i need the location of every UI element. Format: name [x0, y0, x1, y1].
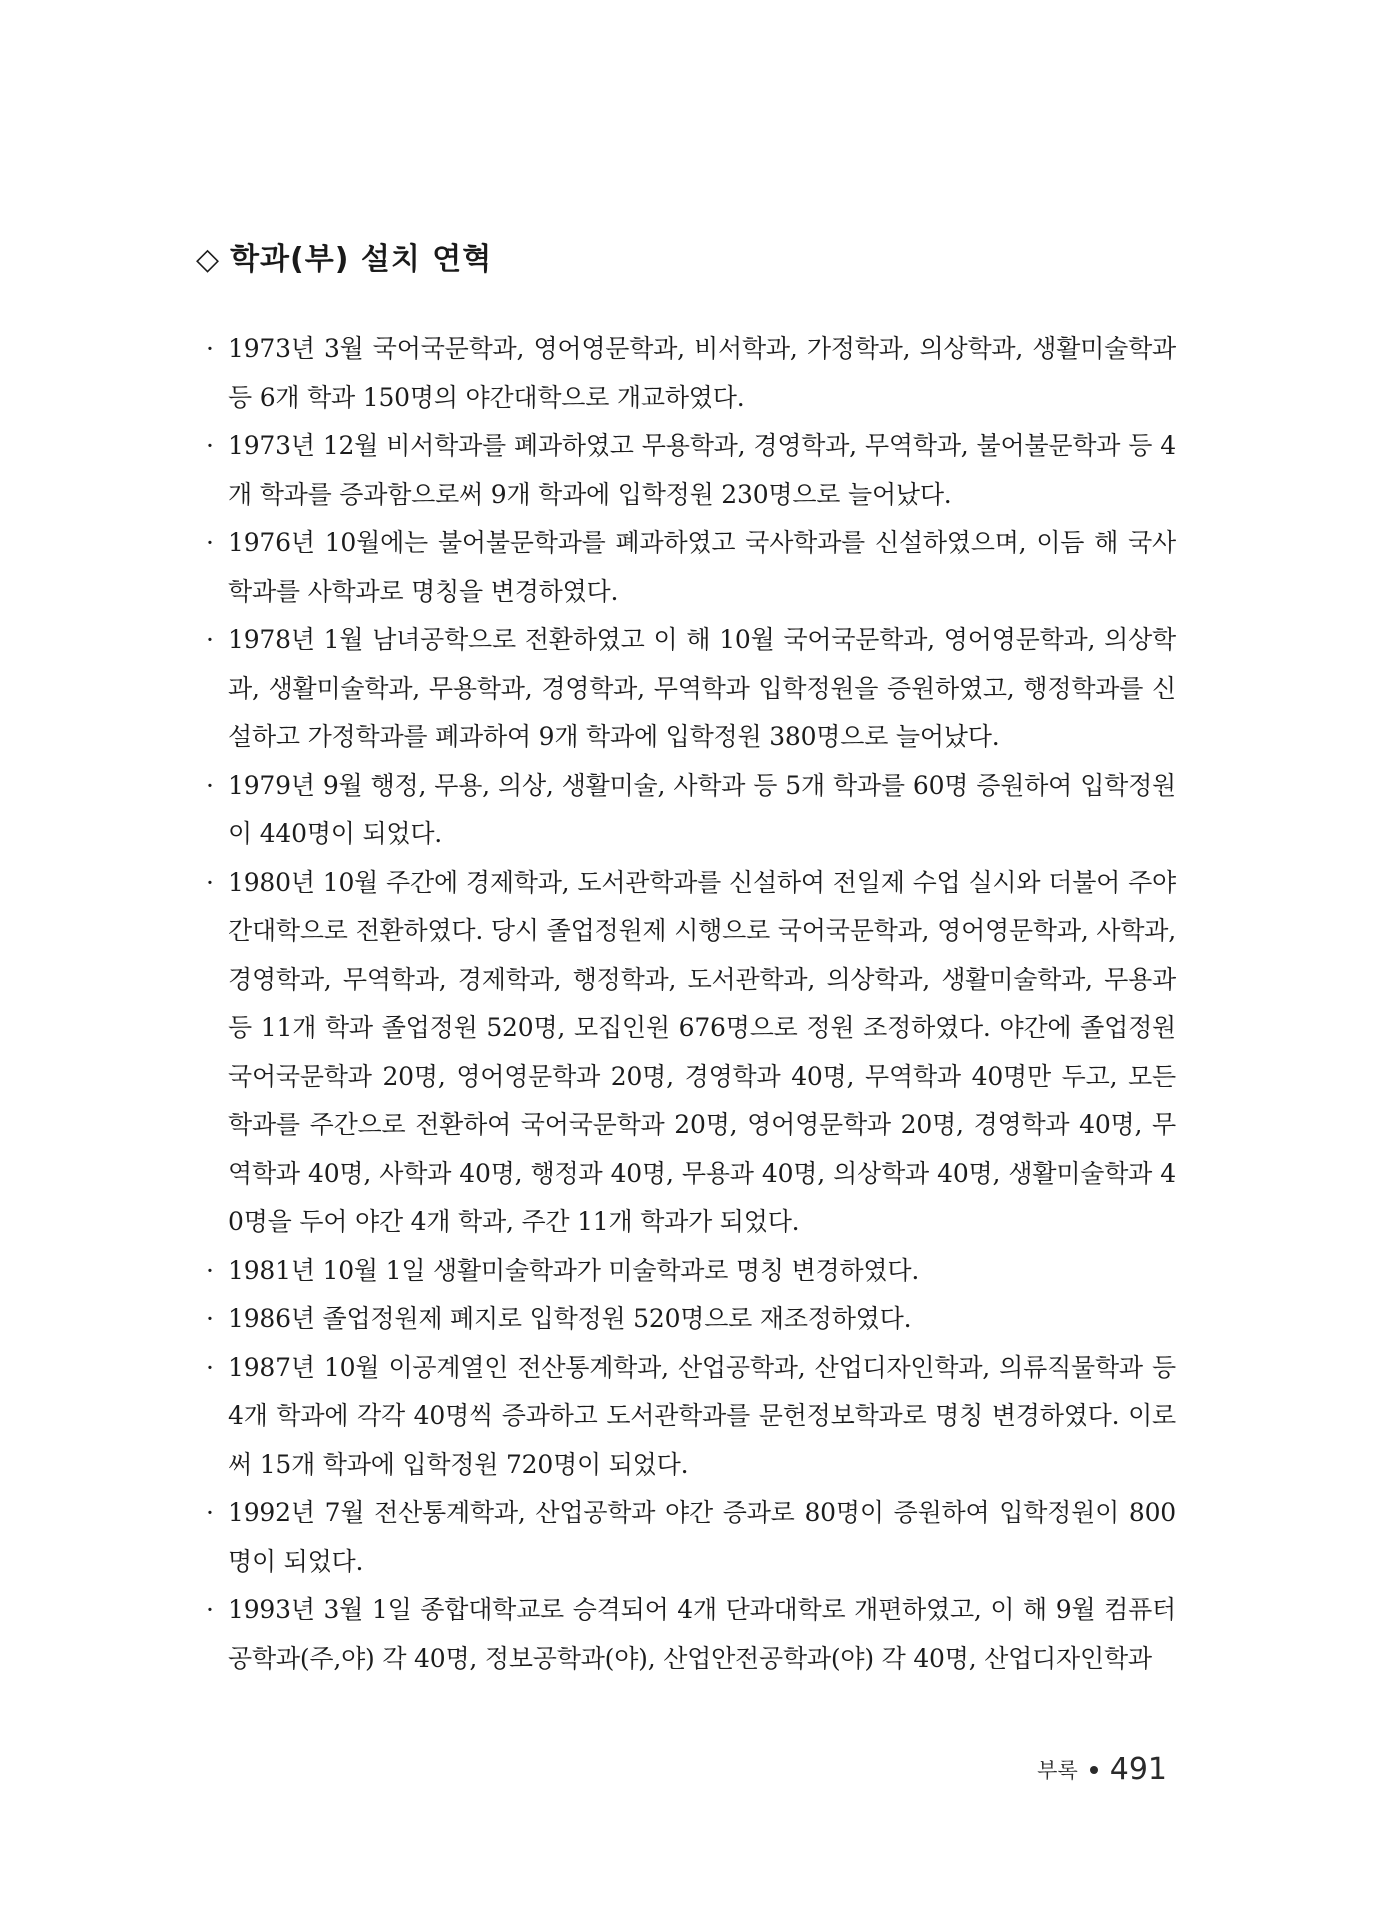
list-item: [206, 1344, 1176, 1490]
bullet-icon: ·: [206, 1255, 214, 1285]
list-item-text: 1978년 1월 남녀공학으로 전환하였고 이 해 10월 국어국문학과, 영어영문학과, 의상학과, 생활미술학과, 무용학과, 경영학과, 무역학과 입학정원을 증원하였고, 행정학과를 신설하고 가정학과를 폐과하여 9개 학과에 입학정원 380명으로 늘어났다.: [228, 625, 1176, 751]
bullet-icon: ·: [206, 1498, 214, 1527]
list-item: [206, 1586, 1176, 1683]
bullet-icon: ·: [206, 431, 214, 460]
list-item: [206, 1247, 1176, 1296]
section-heading: [196, 234, 492, 278]
list-item: [206, 616, 1176, 762]
list-item-text: 1973년 12월 비서학과를 폐과하였고 무용학과, 경영학과, 무역학과, 불어불문학과 등 4개 학과를 증과함으로써 9개 학과에 입학정원 230명으로 늘어났다.: [228, 431, 1176, 509]
list-item-text: 1987년 10월 이공계열인 전산통계학과, 산업공학과, 산업디자인학과, 의류직물학과 등 4개 학과에 각각 40명씩 증과하고 도서관학과를 문헌정보학과로 명칭 변경하였다. 이로써 15개 학과에 입학정원 720명이 되었다.: [228, 1352, 1176, 1479]
bullet-icon: ·: [206, 528, 214, 557]
list-item: [206, 519, 1176, 616]
separator-dot-icon: [1090, 1766, 1098, 1774]
page-number: 491: [1109, 1752, 1167, 1787]
list-item: [206, 1295, 1176, 1344]
list-item-text: 1980년 10월 주간에 경제학과, 도서관학과를 신설하여 전일제 수업 실시와 더불어 주야간대학으로 전환하였다. 당시 졸업정원제 시행으로 국어국문학과, 영어영문학과, 사학과, 경영학과, 무역학과, 경제학과, 행정학과, 도서관학과, 의상학과, 생활미술학과, 무용과 등 11개 학과 졸업정원 520명, 모집인원 676명으로 정원 조정하였다. 야간에 졸업정원 국어국문학과 20명, 영어영문학과 20명, 경영학과 40명, 무역학과 40명만 두고, 모든 학과를 주간으로 전환하여 국어국문학과 20명, 영어영문학과 20명, 경영학과 40명, 무역학과 40명, 사학과 40명, 행정과 40명, 무용과 40명, 의상학과 40명, 생활미술학과 40명을 두어 야간 4개 학과, 주간 11개 학과가 되었다.: [228, 867, 1176, 1236]
list-item-text: 1981년 10월 1일 생활미술학과가 미술학과로 명칭 변경하였다.: [228, 1255, 920, 1285]
list-item-text: 1993년 3월 1일 종합대학교로 승격되어 4개 단과대학로 개편하였고, 이 해 9월 컴퓨터공학과(주,야) 각 40명, 정보공학과(야), 산업안전공학과(야) 각 40명, 산업디자인학과: [228, 1595, 1176, 1673]
list-item: [206, 762, 1176, 859]
bullet-icon: ·: [206, 334, 214, 363]
bullet-icon: ·: [206, 867, 214, 897]
list-item-text: 1979년 9월 행정, 무용, 의상, 생활미술, 사학과 등 5개 학과를 60명 증원하여 입학정원이 440명이 되었다.: [228, 770, 1176, 848]
list-item-text: 1992년 7월 전산통계학과, 산업공학과 야간 증과로 80명이 증원하여 입학정원이 800명이 되었다.: [228, 1498, 1176, 1576]
list-item-text: 1973년 3월 국어국문학과, 영어영문학과, 비서학과, 가정학과, 의상학과, 생활미술학과 등 6개 학과 150명의 야간대학으로 개교하였다.: [228, 334, 1176, 412]
section-title: 학과(부) 설치 연혁: [230, 242, 493, 277]
diamond-icon: ◇: [196, 242, 221, 277]
list-item: [206, 1489, 1176, 1586]
page-footer: [1037, 1752, 1167, 1787]
list-item-text: 1986년 졸업정원제 폐지로 입학정원 520명으로 재조정하였다.: [228, 1304, 912, 1333]
bullet-icon: ·: [206, 1595, 214, 1624]
list-item: [206, 859, 1176, 1247]
bullet-icon: ·: [206, 625, 214, 654]
bullet-icon: ·: [206, 1304, 214, 1333]
bullet-icon: ·: [206, 1352, 214, 1382]
list-item-text: 1976년 10월에는 불어불문학과를 폐과하였고 국사학과를 신설하였으며, 이듬 해 국사학과를 사학과로 명칭을 변경하였다.: [228, 528, 1176, 606]
bullet-icon: ·: [206, 770, 214, 800]
footer-section-label: 부록: [1037, 1758, 1078, 1783]
history-list: [206, 325, 1176, 1683]
list-item: [206, 422, 1176, 519]
list-item: [206, 325, 1176, 422]
